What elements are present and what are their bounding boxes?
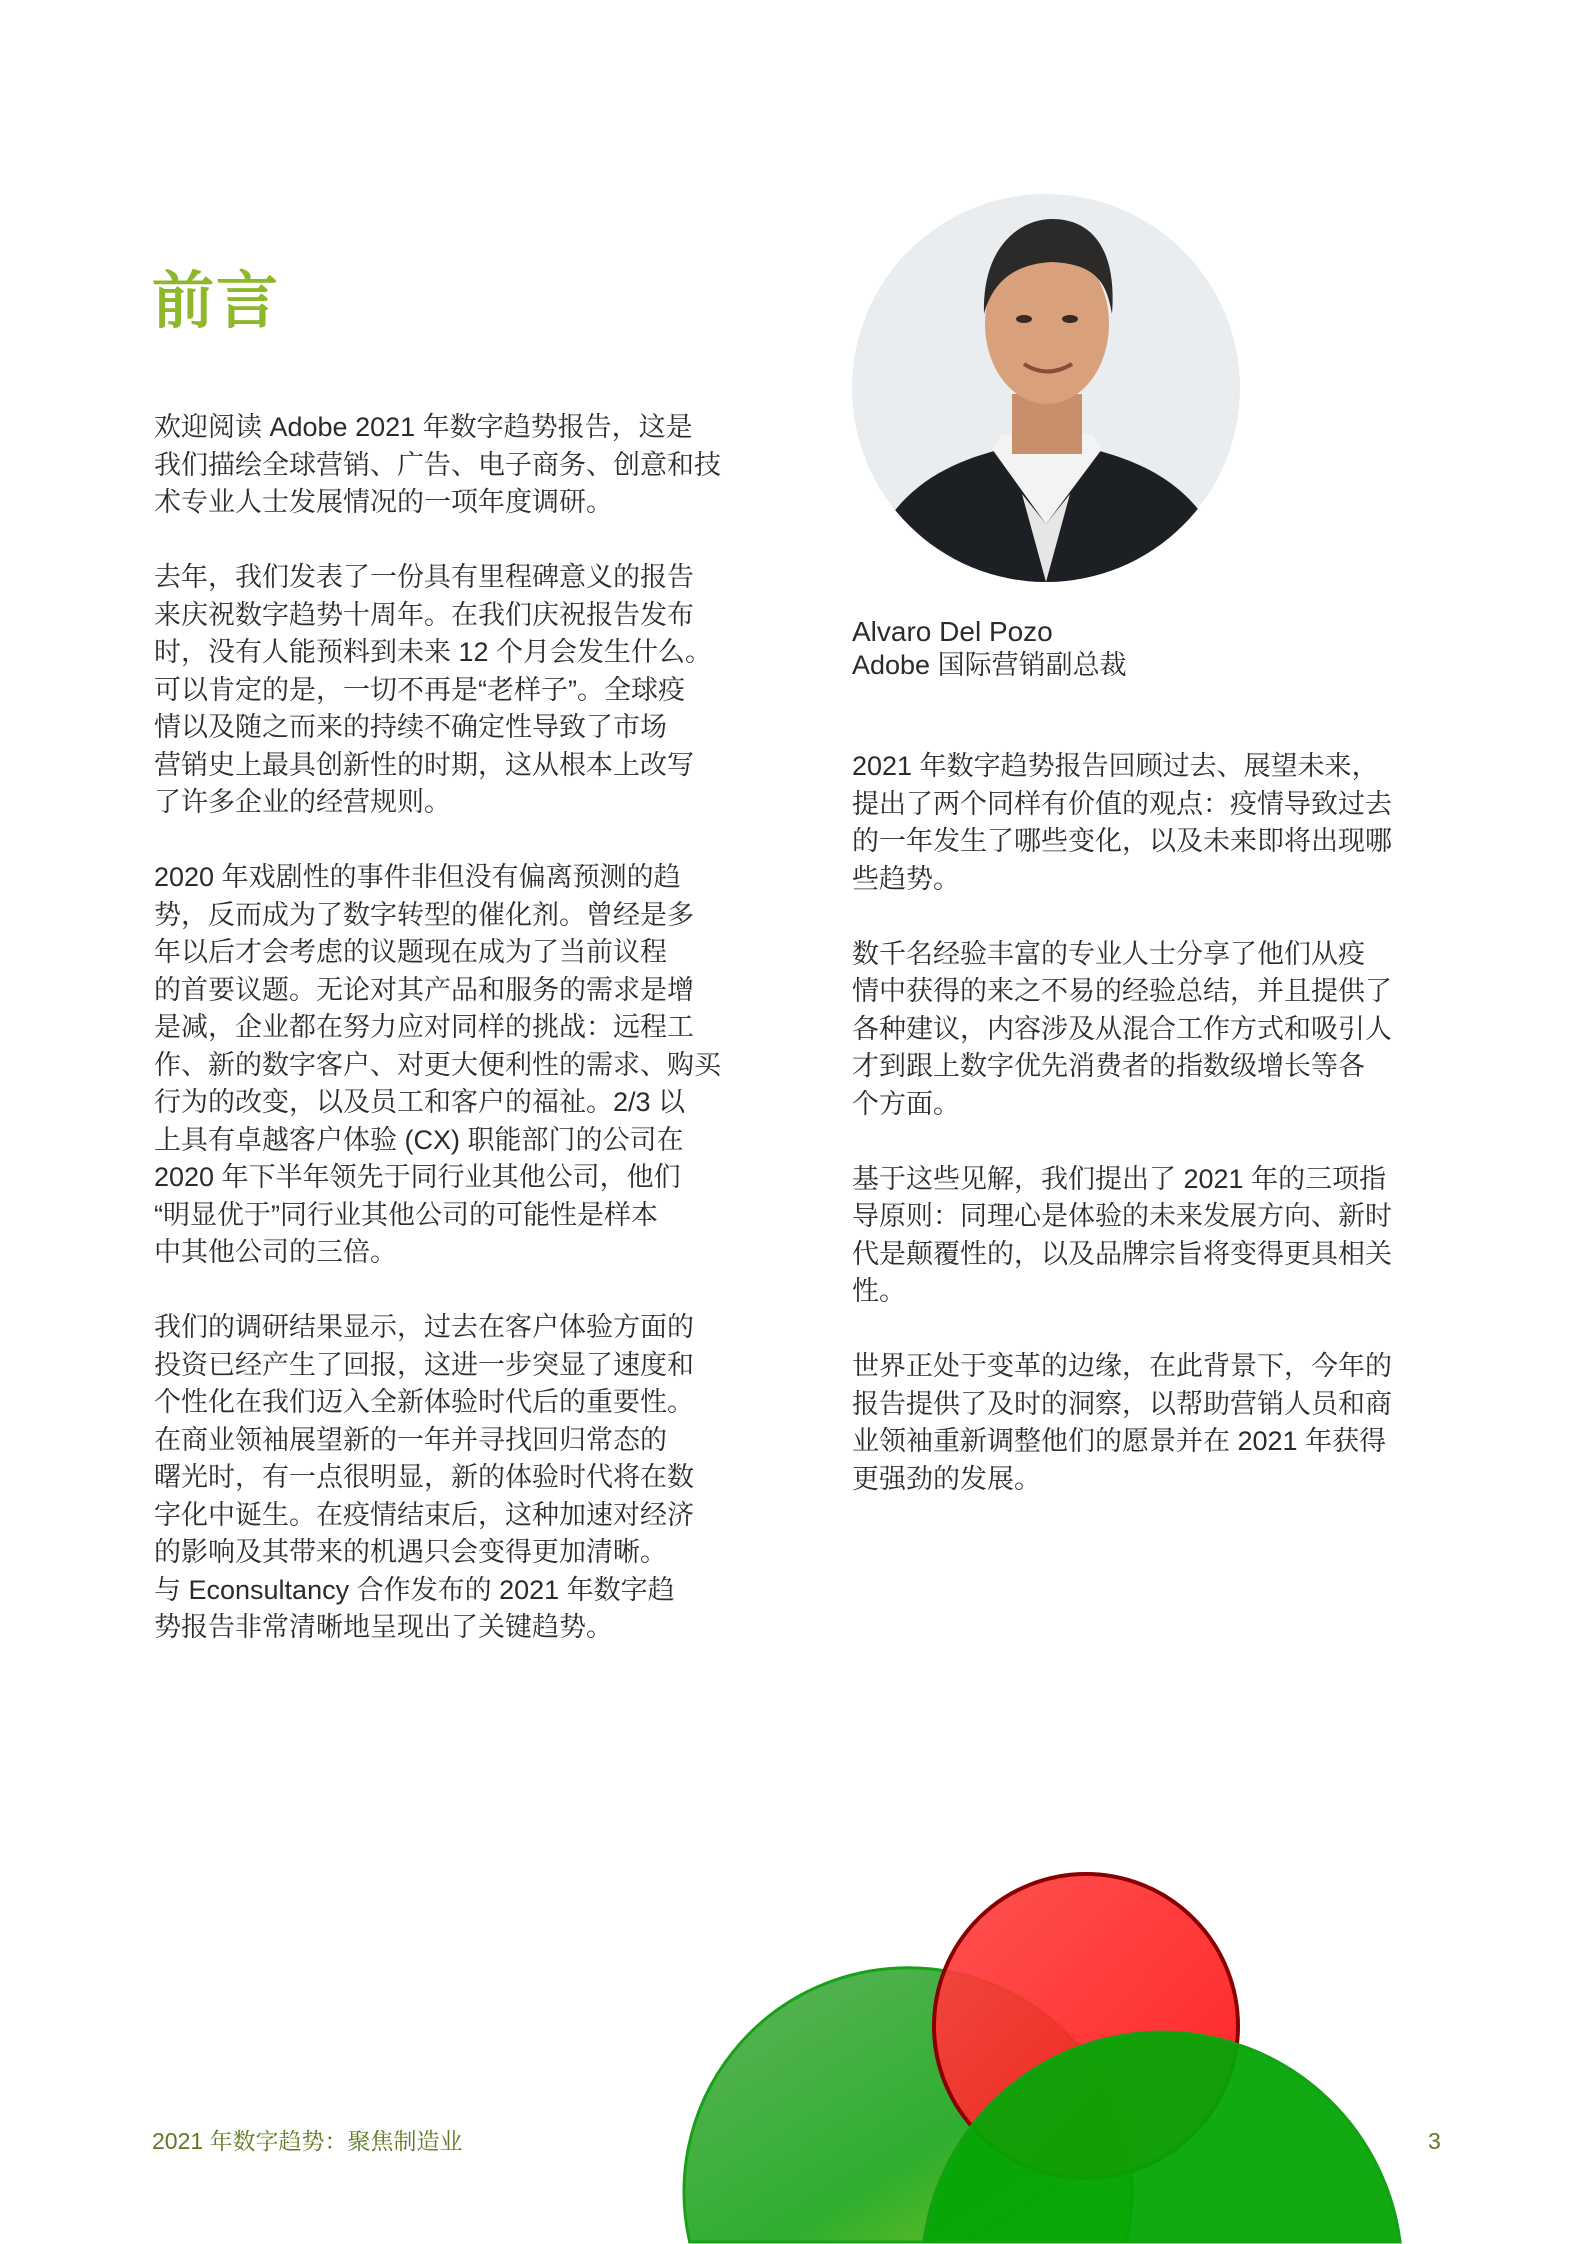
paragraph-line: 数千名经验丰富的专业人士分享了他们从疫 bbox=[852, 938, 1365, 969]
paragraph-line: 作、新的数字客户、对更大便利性的需求、购买 bbox=[154, 1049, 721, 1080]
paragraph-line: 各种建议，内容涉及从混合工作方式和吸引人 bbox=[852, 1013, 1392, 1044]
paragraph-line: 情以及随之而来的持续不确定性导致了市场 bbox=[154, 712, 667, 742]
paragraph-line: 行为的改变，以及员工和客户的福祉。2/3 以 bbox=[154, 1087, 686, 1117]
page-title: 前言 bbox=[152, 267, 281, 336]
paragraph-line: 的首要议题。无论对其产品和服务的需求是增 bbox=[154, 974, 694, 1005]
paragraph-line: 代是颠覆性的，以及品牌宗旨将变得更具相关 bbox=[852, 1238, 1392, 1269]
paragraph-line: 报告提供了及时的洞察，以帮助营销人员和商 bbox=[852, 1388, 1392, 1419]
bubble-red bbox=[934, 1874, 1238, 2178]
paragraph-line: 势，反而成为了数字转型的催化剂。曾经是多 bbox=[154, 899, 694, 930]
paragraph bbox=[154, 1309, 754, 1647]
paragraph-line: 更强劲的发展。 bbox=[852, 1463, 1041, 1494]
paragraph-line: “明显优于”同行业其他公司的可能性是样本 bbox=[154, 1199, 658, 1230]
paragraph-line: 个性化在我们迈入全新体验时代后的重要性。 bbox=[154, 1387, 694, 1417]
paragraph-line: 个方面。 bbox=[852, 1088, 960, 1119]
paragraph-line: 些趋势。 bbox=[852, 863, 960, 894]
paragraph-line: 我们描绘全球营销、广告、电子商务、创意和技 bbox=[154, 449, 721, 480]
paragraph-line: 的一年发生了哪些变化，以及未来即将出现哪 bbox=[852, 826, 1392, 856]
paragraph-line: 来庆祝数字趋势十周年。在我们庆祝报告发布 bbox=[154, 599, 694, 630]
paragraph-line: 中其他公司的三倍。 bbox=[154, 1237, 397, 1267]
paragraph-line: 了许多企业的经营规则。 bbox=[154, 787, 451, 817]
page-number: 3 bbox=[1428, 2128, 1441, 2154]
paragraph-line: 去年，我们发表了一份具有里程碑意义的报告 bbox=[154, 562, 694, 592]
paragraph-line: 年以后才会考虑的议题现在成为了当前议程 bbox=[154, 937, 667, 967]
paragraph bbox=[852, 1161, 1452, 1311]
paragraph-line: 可以肯定的是，一切不再是“老样子”。全球疫 bbox=[154, 674, 685, 705]
footer-report-title: 2021 年数字趋势：聚焦制造业 bbox=[152, 2128, 463, 2154]
paragraph-line: 曙光时，有一点很明显，新的体验时代将在数 bbox=[154, 1462, 694, 1492]
author-role: Adobe 国际营销副总裁 bbox=[852, 650, 1127, 680]
bubble-green-left bbox=[684, 1968, 1132, 2242]
paragraph bbox=[154, 559, 754, 822]
paragraph-line: 营销史上最具创新性的时期，这从根本上改写 bbox=[154, 749, 694, 780]
paragraph-line: 的影响及其带来的机遇只会变得更加清晰。 bbox=[154, 1537, 667, 1567]
paragraph-line: 投资已经产生了回报，这进一步突显了速度和 bbox=[154, 1349, 694, 1380]
bubble-green-right bbox=[924, 2032, 1400, 2242]
paragraph-line: 性。 bbox=[852, 1276, 906, 1306]
paragraph-line: 2021 年数字趋势报告回顾过去、展望未来， bbox=[852, 751, 1379, 781]
author-portrait bbox=[852, 194, 1240, 582]
paragraph-line: 术专业人士发展情况的一项年度调研。 bbox=[154, 487, 613, 517]
paragraph-line: 我们的调研结果显示，过去在客户体验方面的 bbox=[154, 1312, 694, 1342]
portrait-image bbox=[852, 194, 1240, 582]
paragraph bbox=[154, 409, 754, 522]
paragraph-line: 2020 年戏剧性的事件非但没有偏离预测的趋 bbox=[154, 862, 681, 892]
paragraph-line: 导原则：同理心是体验的未来发展方向、新时 bbox=[852, 1201, 1392, 1231]
paragraph-line: 与 Econsultancy 合作发布的 2021 年数字趋 bbox=[154, 1574, 675, 1605]
right-column-body bbox=[852, 748, 1452, 1536]
paragraph-line: 势报告非常清晰地呈现出了关键趋势。 bbox=[154, 1612, 613, 1642]
paragraph bbox=[852, 936, 1452, 1124]
paragraph-line: 上具有卓越客户体验 (CX) 职能部门的公司在 bbox=[154, 1124, 684, 1155]
author-name: Alvaro Del Pozo bbox=[852, 616, 1053, 647]
paragraph-line: 基于这些见解，我们提出了 2021 年的三项指 bbox=[852, 1163, 1387, 1194]
paragraph-line: 是减，企业都在努力应对同样的挑战：远程工 bbox=[154, 1012, 694, 1042]
left-column-body bbox=[154, 409, 754, 1684]
paragraph bbox=[852, 748, 1452, 898]
paragraph-line: 业领袖重新调整他们的愿景并在 2021 年获得 bbox=[852, 1426, 1387, 1456]
paragraph bbox=[154, 859, 754, 1272]
paragraph-line: 情中获得的来之不易的经验总结，并且提供了 bbox=[852, 976, 1392, 1006]
paragraph-line: 欢迎阅读 Adobe 2021 年数字趋势报告，这是 bbox=[154, 412, 693, 442]
paragraph-line: 世界正处于变革的边缘，在此背景下，今年的 bbox=[852, 1351, 1392, 1381]
paragraph-line: 字化中诞生。在疫情结束后，这种加速对经济 bbox=[154, 1499, 694, 1530]
paragraph-line: 提出了两个同样有价值的观点：疫情导致过去 bbox=[852, 788, 1392, 819]
paragraph-line: 时，没有人能预料到未来 12 个月会发生什么。 bbox=[154, 637, 713, 667]
paragraph-line: 2020 年下半年领先于同行业其他公司，他们 bbox=[154, 1162, 681, 1192]
paragraph-line: 才到跟上数字优先消费者的指数级增长等各 bbox=[852, 1051, 1365, 1081]
paragraph-line: 在商业领袖展望新的一年并寻找回归常态的 bbox=[154, 1424, 667, 1455]
paragraph bbox=[852, 1348, 1452, 1498]
